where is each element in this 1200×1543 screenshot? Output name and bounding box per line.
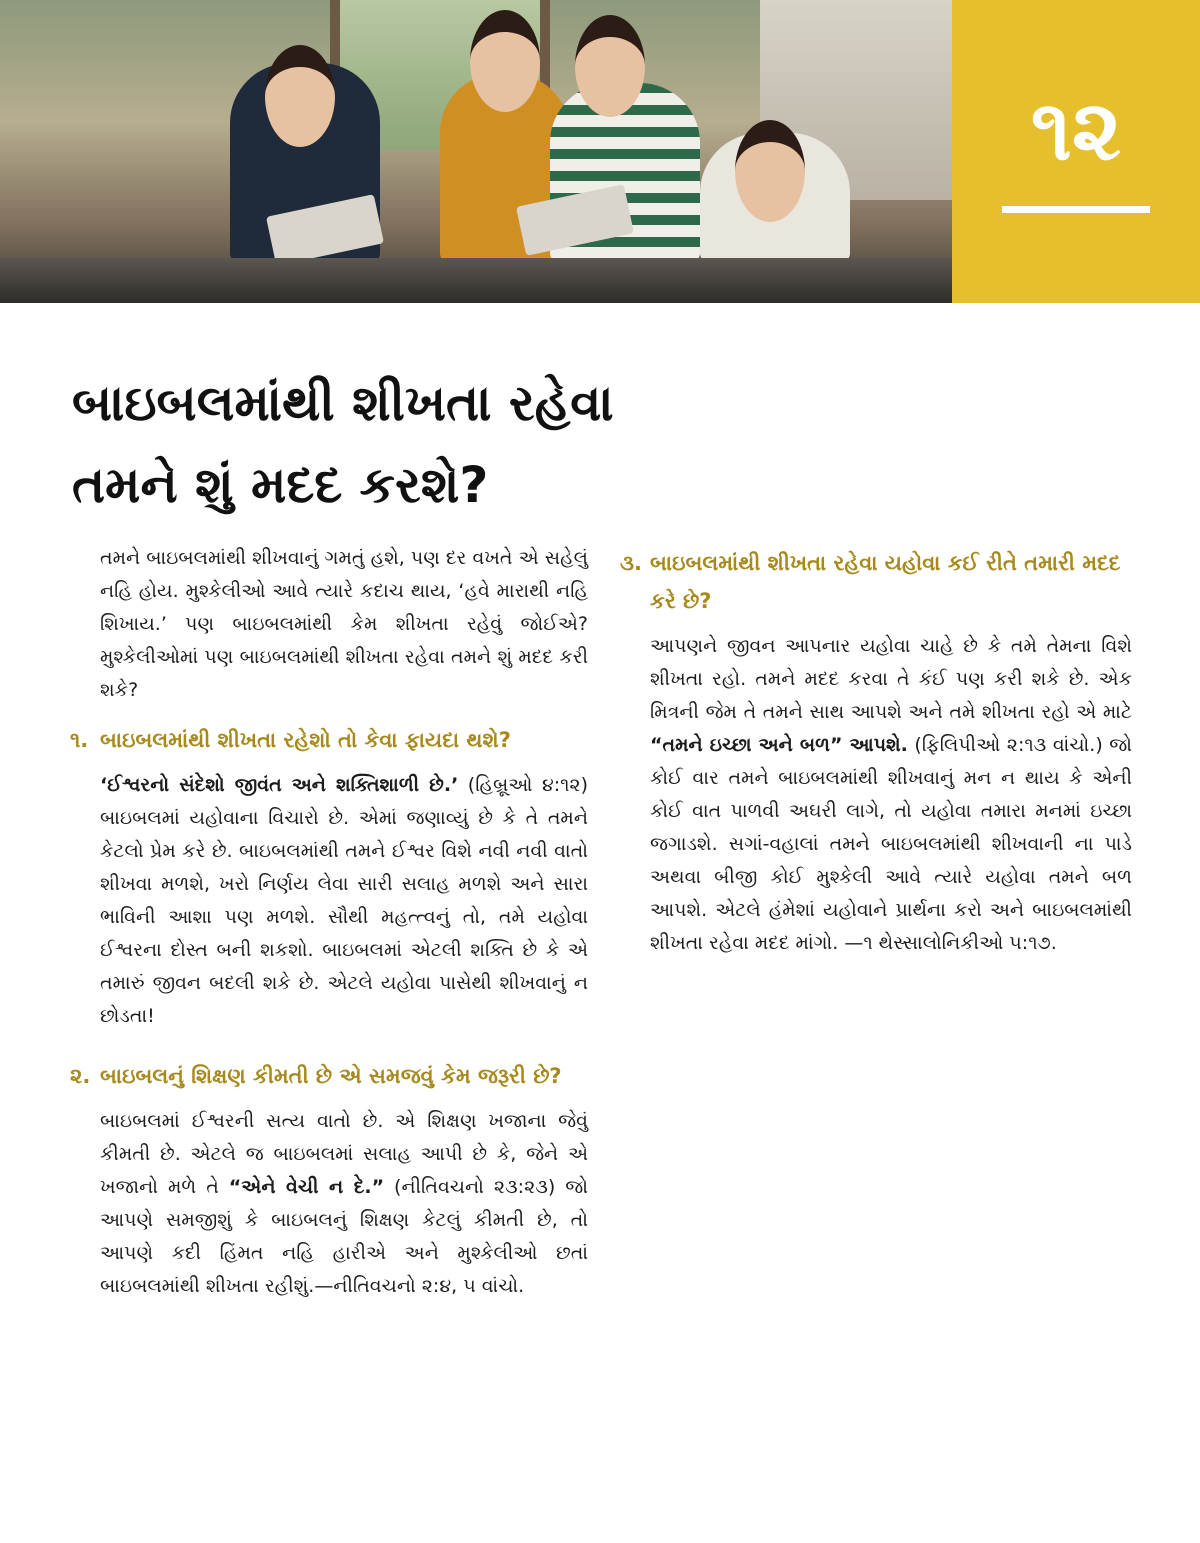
answer-3: [620, 630, 1132, 960]
question-1-text: બાઇબલમાંથી શીખતા રહેશો તો કેવા ફાયદા થશે?: [100, 728, 511, 752]
title-line-1: બાઇબલમાંથી શીખતા રહેવા: [72, 374, 614, 432]
lesson-number: ૧૨: [1030, 81, 1122, 179]
answer-3-text-after: (ફિલિપીઓ ૨:૧૩ વાંચો.) જો કોઈ વાર તમને બાઇબલમાંથી શીખવાનું મન ન થાય કે એની કોઈ વાત પાળવી અઘરી લાગે, તો યહોવા તમારા મનમાં ઇચ્છા જગાડશે. સગાં-વહાલાં તમને બાઇબલમાંથી શીખવાની ના પાડે અથવા બીજી કોઈ મુશ્કેલી આવે ત્યારે યહોવા તમને બળ આપશે. એટલે હંમેશાં યહોવાને પ્રાર્થના કરો અને બાઇબલમાંથી શીખતા રહેવા મદદ માંગો. —૧ થેસ્સાલોનિકીઓ ૫:૧૭.: [650, 734, 1132, 954]
answer-3-quote: “તમને ઇચ્છા અને બળ” આપશે.: [650, 734, 908, 756]
header-photo: [0, 0, 952, 303]
question-2: [70, 1057, 588, 1095]
answer-1: [100, 769, 588, 1033]
question-3: [620, 544, 1132, 620]
photo-head: [470, 10, 540, 112]
photo-head: [575, 15, 645, 117]
question-3-number: ૩.: [620, 551, 642, 575]
answer-1-quote: ‘ઈશ્વરનો સંદેશો જીવંત અને શક્તિશાળી છે.’: [100, 774, 459, 796]
answer-2-text-before: બાઇબલમાં ઈશ્વરની સત્ય વાતો છે. એ શિક્ષણ ખજાના જેવું કીમતી છે. એટલે જ બાઇબલમાં સલાહ આપી છે કે, જેને એ ખજાનો મળે તે: [100, 1110, 588, 1198]
answer-2-text-after: (નીતિવચનો ૨૩:૨૩) જો આપણે સમજીશું કે બાઇબલનું શિક્ષણ કેટલું કીમતી છે, તો આપણે કદી હિંમત નહિ હારીએ અને મુશ્કેલીઓ છતાં બાઇબલમાંથી શીખતા રહીશું.—નીતિવચનો ૨:૪, ૫ વાંચો.: [100, 1176, 588, 1297]
photo-head: [735, 120, 805, 222]
question-2-number: ૨.: [70, 1064, 91, 1088]
question-1: [70, 721, 588, 759]
question-3-text: બાઇબલમાંથી શીખતા રહેવા યહોવા કઈ રીતે તમારી મદદ કરે છે?: [650, 551, 1121, 613]
answer-2-quote: “એને વેચી ન દે.”: [228, 1176, 385, 1198]
question-1-number: ૧.: [70, 728, 89, 752]
photo-head: [265, 45, 335, 147]
answer-1-text: (હિબ્રૂઓ ૪:૧૨) બાઇબલમાં યહોવાના વિચારો છે. એમાં જણાવ્યું છે કે તે તમને કેટલો પ્રેમ કરે છે. બાઇબલમાંથી તમને ઈશ્વર વિશે નવી નવી વાતો શીખવા મળશે, ખરો નિર્ણય લેવા સારી સલાહ મળશે અને સારા ભાવિની આશા પણ મળશે. સૌથી મહત્ત્વનું તો, તમે યહોવા ઈશ્વરના દોસ્ત બની શકશો. બાઇબલમાં એટલી શક્તિ છે કે એ તમારું જીવન બદલી શકે છે. એટલે યહોવા પાસેથી શીખવાનું ન છોડતા!: [100, 774, 588, 1027]
lesson-number-badge: [952, 0, 1200, 303]
photo-table: [0, 258, 952, 303]
answer-2: [100, 1105, 588, 1303]
title-line-2: તમને શું મદદ કરશે?: [72, 456, 489, 514]
left-column: [70, 542, 588, 1327]
question-2-text: બાઇબલનું શિક્ષણ કીમતી છે એ સમજવું કેમ જરૂરી છે?: [100, 1064, 562, 1088]
answer-3-text-before: આપણને જીવન આપનાર યહોવા ચાહે છે કે તમે તેમના વિશે શીખતા રહો. તમને મદદ કરવા તે કંઈ પણ કરી શકે છે. એક મિત્રની જેમ તે તમને સાથ આપશે અને તમે શીખતા રહો એ માટે: [650, 635, 1132, 723]
intro-paragraph: તમને બાઇબલમાંથી શીખવાનું ગમતું હશે, પણ દર વખતે એ સહેલું નહિ હોય. મુશ્કેલીઓ આવે ત્યારે કદાચ થાય, ‘હવે મારાથી નહિ શિખાય.’ પણ બાઇબલમાંથી કેમ શીખતા રહેવું જોઈએ? મુશ્કેલીઓમાં પણ બાઇબલમાંથી શીખતા રહેવા તમને શું મદદ કરી શકે?: [100, 547, 588, 701]
badge-underline: [1002, 206, 1150, 213]
right-column: [620, 544, 1132, 984]
page-title: [72, 362, 1072, 526]
